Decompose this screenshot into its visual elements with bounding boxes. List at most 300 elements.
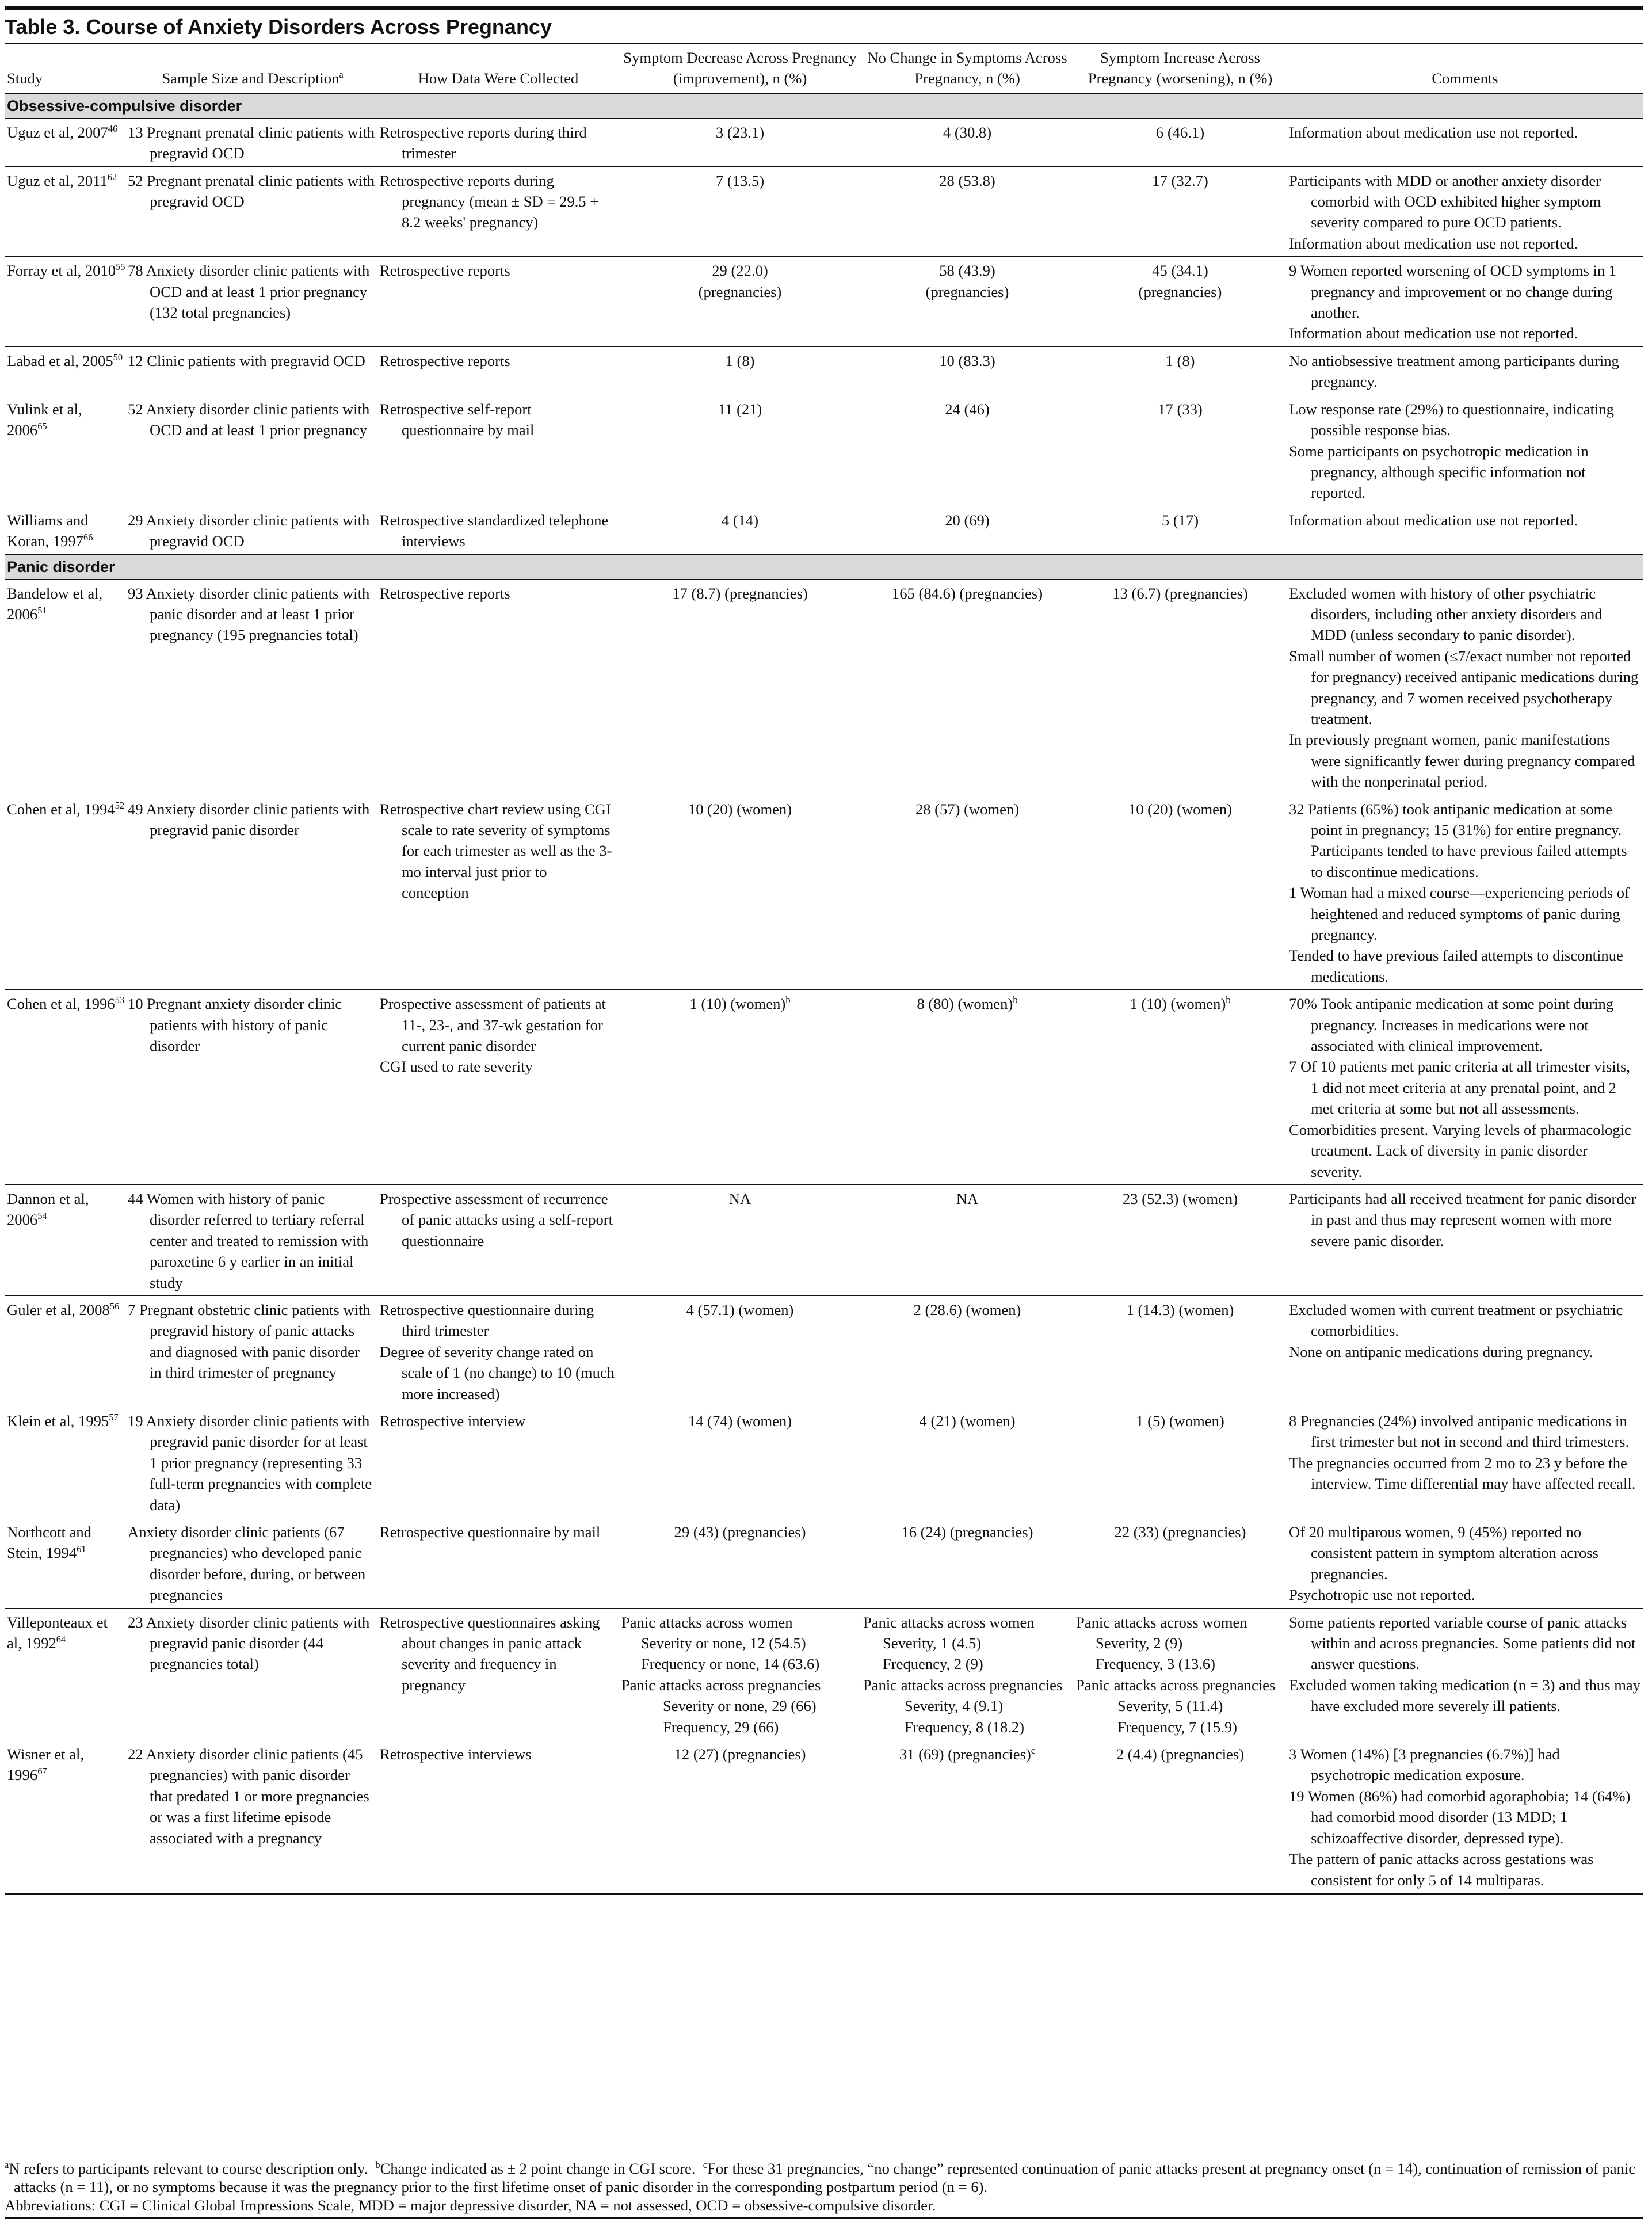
decrease-cell	[619, 1407, 861, 1518]
value-line	[621, 122, 859, 143]
value-text: (pregnancies)	[925, 283, 1009, 300]
value-line	[863, 1299, 1071, 1320]
method-text: Retrospective self-report questionnaire by mail	[380, 400, 535, 439]
comments-cell	[1287, 166, 1643, 257]
method-text: Retrospective chart review using CGI scale to rate severity of symptoms for each trimester as well as the 3-mo interval just prior to conception	[380, 800, 612, 902]
value-line	[1076, 1717, 1284, 1737]
comment-text: Excluded women with current treatment or psychiatric comorbidities.	[1289, 1301, 1623, 1340]
decrease-cell	[619, 166, 861, 257]
study-cell	[5, 257, 128, 347]
comment-text: Low response rate (29%) to questionnaire, indicating possible response bias.	[1289, 400, 1614, 439]
comment-text: No antiobsessive treatment among participants during pregnancy.	[1289, 352, 1619, 391]
value-text: Frequency, 29 (66)	[663, 1718, 779, 1736]
reference-number: 54	[37, 1210, 47, 1222]
footnote-c-mark: c	[703, 2159, 708, 2171]
study-name: Uguz et al, 2011	[7, 171, 108, 189]
method-cell	[377, 1740, 619, 1894]
no-change-cell	[861, 1407, 1074, 1518]
top-rule	[5, 6, 1643, 10]
value-text: 7 (13.5)	[715, 171, 765, 189]
increase-cell	[1074, 346, 1287, 395]
comment-text: Comorbidities present. Varying levels of pharmacologic treatment. Lack of diversity in panic disorder severity.	[1289, 1120, 1631, 1180]
method-text: Retrospective reports	[380, 352, 510, 369]
value-text: Severity, 4 (9.1)	[905, 1697, 1004, 1715]
value-line	[863, 510, 1071, 531]
no-change-cell	[861, 795, 1074, 990]
header-comments: Comments	[1432, 70, 1498, 87]
value-line	[621, 510, 859, 531]
sample-cell: 93 Anxiety disorder clinic patients with panic disorder and at least 1 prior pregnancy (195 pregnancies total)	[128, 584, 370, 644]
table-title: Table 3. Course of Anxiety Disorders Across Pregnancy	[5, 15, 552, 39]
footnote-a-b-c	[5, 2159, 1643, 2196]
value-line	[1076, 510, 1284, 531]
increase-cell	[1074, 795, 1287, 990]
footnote-c-text: For these 31 pregnancies, “no change” represented continuation of panic attacks present at pregnancy onset (n = 14), continuation of remission of panic attacks (n = 11), or no symptoms because it was the pregnancy prior to the first lifetime onset of panic disorder in the corresponding postpartum period (n = 6).	[14, 2160, 1636, 2196]
no-change-cell	[861, 990, 1074, 1185]
increase-cell	[1074, 1184, 1287, 1295]
study-cell	[5, 395, 128, 506]
value-text: Panic attacks across women	[863, 1613, 1035, 1631]
value-line	[1076, 799, 1284, 820]
sample-cell: 7 Pregnant obstetric clinic patients with pregravid history of panic attacks and diagnosed with panic disorder in third trimester of pregnancy	[128, 1301, 371, 1382]
value-line	[1076, 122, 1284, 143]
method-cell	[377, 1518, 619, 1609]
no-change-cell	[861, 506, 1074, 554]
value-line	[1076, 399, 1284, 420]
increase-cell	[1074, 1608, 1287, 1740]
value-text: 10 (83.3)	[939, 352, 995, 369]
reference-number: 66	[83, 532, 93, 543]
value-text: Severity or none, 29 (66)	[663, 1697, 817, 1715]
increase-cell	[1074, 166, 1287, 257]
value-line	[621, 170, 859, 191]
method-cell	[377, 346, 619, 395]
header-study: Study	[7, 70, 43, 87]
comment-text: Excluded women taking medication (n = 3) and thus may have excluded more severely ill patients.	[1289, 1676, 1640, 1715]
value-text: 1 (10) (women)	[1130, 995, 1226, 1013]
data-table	[5, 45, 1643, 1895]
value-text: 3 (23.1)	[715, 123, 765, 141]
comment-text: Of 20 multiparous women, 9 (45%) reported no consistent pattern in symptom alteration across pregnancies.	[1289, 1523, 1598, 1583]
study-name: Cohen et al, 1996	[7, 995, 115, 1013]
value-text: Severity, 1 (4.5)	[883, 1634, 982, 1652]
value-text: (pregnancies)	[698, 283, 782, 300]
header-sample-label: Sample Size and Description	[162, 70, 339, 87]
study-name: Vulink et al, 2006	[7, 400, 82, 439]
comment-text: Small number of women (≤7/exact number not reported for pregnancy) received antipanic medications during pregnancy, and 7 women received psychotherapy treatment.	[1289, 647, 1639, 727]
value-text: Panic attacks across pregnancies	[1076, 1676, 1276, 1694]
no-change-cell	[861, 166, 1074, 257]
table-row	[5, 1407, 1643, 1518]
value-line	[1076, 260, 1284, 281]
value-text: Panic attacks across women	[1076, 1613, 1247, 1631]
value-text: 1 (8)	[1165, 352, 1195, 369]
method-text: CGI used to rate severity	[380, 1058, 533, 1076]
comment-text: Information about medication use not reported.	[1289, 234, 1578, 252]
footnote-a-text: N refers to participants relevant to course description only.	[9, 2160, 368, 2177]
value-text: Severity, 2 (9)	[1096, 1634, 1183, 1652]
no-change-cell	[861, 1295, 1074, 1407]
table-row	[5, 257, 1643, 347]
value-line	[1076, 1675, 1284, 1695]
study-name: Villeponteaux et al, 1992	[7, 1613, 108, 1652]
sample-cell: 29 Anxiety disorder clinic patients with pregravid OCD	[128, 511, 370, 550]
sample-cell: 52 Anxiety disorder clinic patients with OCD and at least 1 prior pregnancy	[128, 400, 370, 439]
table-row	[5, 346, 1643, 395]
value-line	[1076, 1612, 1284, 1633]
sample-cell: 23 Anxiety disorder clinic patients with pregravid panic disorder (44 pregnancies total)	[128, 1613, 370, 1673]
footnote-mark: b	[1226, 994, 1231, 1006]
value-text: Frequency, 2 (9)	[883, 1655, 983, 1673]
reference-number: 65	[37, 421, 47, 432]
value-text: 1 (5) (women)	[1136, 1412, 1224, 1430]
value-line	[621, 1188, 859, 1209]
study-cell	[5, 1295, 128, 1407]
section-heading: Panic disorder	[5, 554, 1643, 579]
comment-text: 8 Pregnancies (24%) involved antipanic medications in first trimester but not in second and third trimesters.	[1289, 1412, 1630, 1451]
sample-cell: 44 Women with history of panic disorder referred to tertiary referral center and treated to remission with paroxetine 6 y earlier in an initial study	[128, 1190, 369, 1291]
method-cell	[377, 1407, 619, 1518]
section-row	[5, 93, 1643, 119]
comment-text: Some participants on psychotropic medication in pregnancy, although specific information not reported.	[1289, 442, 1589, 502]
value-line	[621, 1653, 859, 1674]
reference-number: 62	[107, 171, 117, 182]
section-heading: Obsessive-compulsive disorder	[5, 93, 1643, 119]
decrease-cell	[619, 118, 861, 166]
study-cell	[5, 795, 128, 990]
value-text: 22 (33) (pregnancies)	[1114, 1523, 1246, 1541]
value-line	[863, 1653, 1071, 1674]
decrease-cell	[619, 990, 861, 1185]
value-line	[1076, 1411, 1284, 1431]
value-text: Frequency or none, 14 (63.6)	[641, 1655, 820, 1673]
increase-cell	[1074, 1407, 1287, 1518]
value-line	[863, 799, 1071, 820]
comment-text: 1 Woman had a mixed course—experiencing periods of heightened and reduced symptoms of panic during pregnancy.	[1289, 884, 1630, 944]
table-row	[5, 1518, 1643, 1609]
comment-text: The pregnancies occurred from 2 mo to 23 y before the interview. Time differential may have affected recall.	[1289, 1454, 1636, 1493]
table-row	[5, 395, 1643, 506]
study-cell	[5, 1740, 128, 1894]
sample-cell: 13 Pregnant prenatal clinic patients with pregravid OCD	[128, 123, 375, 162]
comment-text: Tended to have previous failed attempts to discontinue medications.	[1289, 947, 1623, 985]
value-text: 8 (80) (women)	[917, 995, 1013, 1013]
reference-number: 57	[109, 1412, 119, 1423]
value-text: Frequency, 3 (13.6)	[1096, 1655, 1216, 1673]
value-line	[863, 1522, 1071, 1542]
value-text: 2 (4.4) (pregnancies)	[1116, 1745, 1245, 1763]
comments-cell	[1287, 1608, 1643, 1740]
value-line	[1076, 281, 1284, 302]
increase-cell	[1074, 118, 1287, 166]
study-cell	[5, 1608, 128, 1740]
footnote-b-text: Change indicated as ± 2 point change in CGI score.	[380, 2160, 696, 2177]
table-row	[5, 990, 1643, 1185]
reference-number: 51	[37, 605, 47, 616]
table-row	[5, 118, 1643, 166]
title-rule	[5, 43, 1643, 44]
method-text: Retrospective standardized telephone interviews	[380, 511, 609, 550]
method-text: Retrospective questionnaire by mail	[380, 1523, 601, 1541]
increase-cell	[1074, 1518, 1287, 1609]
value-line	[1076, 583, 1284, 604]
value-line	[1076, 993, 1284, 1014]
value-text: 16 (24) (pregnancies)	[901, 1523, 1033, 1541]
comments-cell	[1287, 579, 1643, 795]
comment-text: Information about medication use not reported.	[1289, 123, 1578, 141]
study-cell	[5, 990, 128, 1185]
study-cell	[5, 579, 128, 795]
value-text: Severity, 5 (11.4)	[1117, 1697, 1223, 1715]
table-row	[5, 795, 1643, 990]
value-line	[863, 260, 1071, 281]
reference-number: 52	[115, 799, 125, 811]
increase-cell	[1074, 1295, 1287, 1407]
comment-text: Information about medication use not reported.	[1289, 325, 1578, 342]
value-text: NA	[728, 1190, 751, 1207]
value-text: 10 (20) (women)	[1128, 800, 1233, 818]
study-cell	[5, 506, 128, 554]
value-text: 1 (10) (women)	[689, 995, 786, 1013]
comment-text: In previously pregnant women, panic manifestations were significantly fewer during pregnancy compared with the nonperinatal period.	[1289, 731, 1635, 791]
value-text: 28 (57) (women)	[915, 800, 1020, 818]
header-increase: Symptom Increase Across Pregnancy (worsening), n (%)	[1088, 49, 1273, 87]
value-text: 13 (6.7) (pregnancies)	[1112, 584, 1248, 602]
method-text: Prospective assessment of recurrence of panic attacks using a self-report questionnaire	[380, 1190, 613, 1249]
decrease-cell	[619, 1608, 861, 1740]
table-row	[5, 1740, 1643, 1894]
value-text: 29 (22.0)	[712, 262, 768, 280]
value-line	[621, 399, 859, 420]
comment-text: Participants with MDD or another anxiety disorder comorbid with OCD exhibited higher symptom severity compared to pure OCD patients.	[1289, 171, 1601, 231]
increase-cell	[1074, 506, 1287, 554]
method-cell	[377, 118, 619, 166]
value-line	[863, 1411, 1071, 1431]
footnote-mark: b	[785, 994, 791, 1006]
increase-cell	[1074, 257, 1287, 347]
method-text: Retrospective reports	[380, 584, 510, 602]
comment-text: 7 Of 10 patients met panic criteria at all trimester visits, 1 did not meet criteria at any prenatal point, and 2 met criteria at some but not all assessments.	[1289, 1058, 1631, 1118]
no-change-cell	[861, 346, 1074, 395]
reference-number: 53	[115, 994, 125, 1006]
value-line	[621, 1522, 859, 1542]
decrease-cell	[619, 1295, 861, 1407]
value-text: 11 (21)	[718, 400, 762, 418]
comment-text: Psychotropic use not reported.	[1289, 1586, 1475, 1604]
comment-text: 9 Women reported worsening of OCD symptoms in 1 pregnancy and improvement or no change during another.	[1289, 262, 1617, 322]
study-name: Wisner et al, 1996	[7, 1745, 85, 1784]
comment-text: 70% Took antipanic medication at some point during pregnancy. Increases in medications were not associated with clinical improvement.	[1289, 995, 1614, 1055]
value-text: 165 (84.6) (pregnancies)	[891, 584, 1043, 602]
footnote-mark: b	[1013, 994, 1018, 1006]
value-text: 17 (33)	[1158, 400, 1203, 418]
value-line	[621, 1675, 859, 1695]
value-line	[1076, 1744, 1284, 1764]
method-text: Degree of severity change rated on scale of 1 (no change) to 10 (much more increased)	[380, 1343, 615, 1402]
study-name: Bandelow et al, 2006	[7, 584, 103, 623]
method-text: Retrospective questionnaires asking about changes in panic attack severity and frequency in pregnancy	[380, 1613, 600, 1694]
method-text: Retrospective reports during pregnancy (mean ± SD = 29.5 + 8.2 weeks' pregnancy)	[380, 171, 599, 231]
sample-cell: 78 Anxiety disorder clinic patients with OCD and at least 1 prior pregnancy (132 total pregnancies)	[128, 262, 370, 322]
method-cell	[377, 1608, 619, 1740]
value-line	[863, 1675, 1071, 1695]
value-text: 2 (28.6) (women)	[913, 1301, 1021, 1318]
comments-cell	[1287, 795, 1643, 990]
method-cell	[377, 395, 619, 506]
value-line	[863, 993, 1071, 1014]
value-text: Severity or none, 12 (54.5)	[641, 1634, 806, 1652]
comment-text: None on antipanic medications during pregnancy.	[1289, 1343, 1593, 1360]
value-text: 28 (53.8)	[939, 171, 995, 189]
comments-cell	[1287, 257, 1643, 347]
value-line	[863, 399, 1071, 420]
value-line	[863, 1188, 1071, 1209]
comment-text: Information about medication use not reported.	[1289, 511, 1578, 529]
value-text: 45 (34.1)	[1152, 262, 1208, 280]
section-row	[5, 554, 1643, 579]
table-row	[5, 1608, 1643, 1740]
value-line	[621, 1633, 859, 1653]
study-cell	[5, 1518, 128, 1609]
study-cell	[5, 346, 128, 395]
value-line	[621, 1299, 859, 1320]
comment-text: The pattern of panic attacks across gestations was consistent for only 5 of 14 multiparas.	[1289, 1850, 1594, 1889]
value-line	[1076, 1299, 1284, 1320]
sample-cell: 12 Clinic patients with pregravid OCD	[128, 352, 365, 369]
comments-cell	[1287, 506, 1643, 554]
no-change-cell	[861, 257, 1074, 347]
table-body	[5, 93, 1643, 1894]
table-row	[5, 1295, 1643, 1407]
table-row	[5, 1184, 1643, 1295]
value-text: NA	[956, 1190, 979, 1207]
value-text: 4 (57.1) (women)	[686, 1301, 794, 1318]
value-line	[621, 993, 859, 1014]
comment-text: 32 Patients (65%) took antipanic medication at some point in pregnancy; 15 (31%) for entire pregnancy. Participants tended to have previous failed attempts to discontinue medications.	[1289, 800, 1627, 881]
study-name: Williams and Koran, 1997	[7, 511, 89, 550]
study-cell	[5, 1407, 128, 1518]
increase-cell	[1074, 990, 1287, 1185]
header-no-change: No Change in Symptoms Across Pregnancy, n (%)	[867, 49, 1067, 87]
decrease-cell	[619, 1518, 861, 1609]
no-change-cell	[861, 395, 1074, 506]
method-cell	[377, 257, 619, 347]
value-line	[621, 350, 859, 371]
abbreviations-note: Abbreviations: CGI = Clinical Global Impressions Scale, MDD = major depressive disorder, NA = not assessed, OCD = obsessive-compulsive disorder.	[5, 2197, 936, 2214]
value-text: 10 (20) (women)	[688, 800, 792, 818]
comments-cell	[1287, 118, 1643, 166]
comments-cell	[1287, 1740, 1643, 1894]
footnote-a-mark: a	[5, 2159, 9, 2171]
sample-cell: 19 Anxiety disorder clinic patients with pregravid panic disorder for at least 1 prior pregnancy (representing 33 full-term pregnancies with complete data)	[128, 1412, 372, 1514]
method-text: Retrospective questionnaire during third trimester	[380, 1301, 594, 1340]
sample-cell: 52 Pregnant prenatal clinic patients with pregravid OCD	[128, 171, 375, 211]
no-change-cell	[861, 1518, 1074, 1609]
value-line	[621, 799, 859, 820]
reference-number: 61	[77, 1543, 86, 1555]
value-line	[621, 1411, 859, 1431]
study-name: Klein et al, 1995	[7, 1412, 109, 1430]
decrease-cell	[619, 395, 861, 506]
value-line	[863, 170, 1071, 191]
value-line	[621, 1612, 859, 1633]
sample-cell: 49 Anxiety disorder clinic patients with pregravid panic disorder	[128, 800, 370, 839]
study-name: Labad et al, 2005	[7, 352, 113, 369]
value-text: Panic attacks across women	[621, 1613, 793, 1631]
value-line	[863, 1612, 1071, 1633]
increase-cell	[1074, 395, 1287, 506]
value-line	[863, 1744, 1071, 1764]
method-cell	[377, 579, 619, 795]
reference-number: 64	[56, 1634, 66, 1645]
method-text: Retrospective reports	[380, 262, 510, 280]
value-text: 24 (46)	[945, 400, 990, 418]
value-line	[1076, 1695, 1284, 1716]
reference-number: 46	[108, 123, 118, 134]
sample-cell: 10 Pregnant anxiety disorder clinic patients with history of panic disorder	[128, 995, 342, 1055]
value-text: 12 (27) (pregnancies)	[674, 1745, 806, 1763]
study-name: Northcott and Stein, 1994	[7, 1523, 91, 1562]
value-line	[1076, 350, 1284, 371]
value-text: 14 (74) (women)	[688, 1412, 792, 1430]
decrease-cell	[619, 257, 861, 347]
study-cell	[5, 118, 128, 166]
no-change-cell	[861, 1608, 1074, 1740]
bottom-rule	[5, 2217, 1643, 2219]
comment-text: 3 Women (14%) [3 pregnancies (6.7%)] had psychotropic medication exposure.	[1289, 1745, 1560, 1784]
decrease-cell	[619, 1184, 861, 1295]
value-line	[1076, 1522, 1284, 1542]
comment-text: Some patients reported variable course of panic attacks within and across pregnancies. Some patients did not answer questions.	[1289, 1613, 1636, 1673]
decrease-cell	[619, 506, 861, 554]
value-text: Frequency, 8 (18.2)	[905, 1718, 1025, 1736]
reference-number: 56	[109, 1301, 120, 1312]
comments-cell	[1287, 1518, 1643, 1609]
no-change-cell	[861, 579, 1074, 795]
footnote-b-mark: b	[375, 2159, 380, 2171]
comment-text: Participants had all received treatment for panic disorder in past and thus may represent women with more severe panic disorder.	[1289, 1190, 1636, 1249]
header-sample-footnote-mark: a	[339, 69, 344, 81]
value-text: 1 (8)	[725, 352, 755, 369]
header-sample	[128, 45, 377, 93]
value-line	[621, 260, 859, 281]
footnotes	[5, 2159, 1643, 2215]
value-line	[1076, 170, 1284, 191]
value-text: 4 (14)	[721, 511, 759, 529]
reference-number: 50	[113, 352, 123, 363]
header-decrease: Symptom Decrease Across Pregnancy (improvement), n (%)	[623, 49, 857, 87]
value-text: Frequency, 7 (15.9)	[1117, 1718, 1238, 1736]
comments-cell	[1287, 1184, 1643, 1295]
value-line	[1076, 1633, 1284, 1653]
value-line	[863, 350, 1071, 371]
value-text: 17 (8.7) (pregnancies)	[672, 584, 808, 602]
footnote-mark: c	[1031, 1745, 1036, 1756]
value-line	[863, 1695, 1071, 1716]
value-line	[863, 1633, 1071, 1653]
value-line	[621, 1695, 859, 1716]
value-line	[863, 1717, 1071, 1737]
method-cell	[377, 506, 619, 554]
value-line	[621, 583, 859, 604]
study-cell	[5, 166, 128, 257]
comment-text: Excluded women with history of other psychiatric disorders, including other anxiety disorders and MDD (unless secondary to panic disorder).	[1289, 584, 1603, 644]
value-text: 4 (30.8)	[943, 123, 992, 141]
study-name: Dannon et al, 2006	[7, 1190, 89, 1229]
value-text: (pregnancies)	[1138, 283, 1222, 300]
study-name: Cohen et al, 1994	[7, 800, 115, 818]
value-text: 20 (69)	[945, 511, 990, 529]
